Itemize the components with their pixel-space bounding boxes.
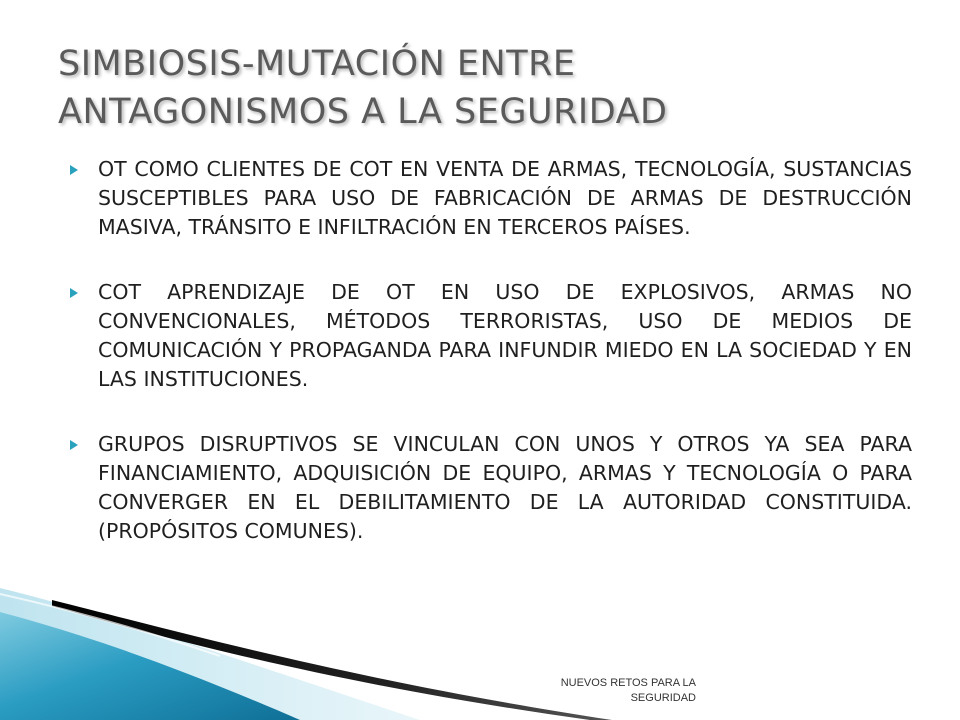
bullet-list [70,155,912,582]
bullet-text: OT COMO CLIENTES DE COT EN VENTA DE ARMAS, TECNOLOGÍA, SUSTANCIAS SUSCEPTIBLES PARA USO DE FABRICACIÓN DE ARMAS DE DESTRUCCIÓN MASIVA, TRÁNSITO E INFILTRACIÓN EN TERCEROS PAÍSES. [98,157,912,239]
bullet-text: COT APRENDIZAJE DE OT EN USO DE EXPLOSIVOS, ARMAS NO CONVENCIONALES, MÉTODOS TERRORISTAS, USO DE MEDIOS DE COMUNICACIÓN Y PROPAGANDA PARA INFUNDIR MIEDO EN LA SOCIEDAD Y EN LAS INSTITUCIONES. [98,280,912,391]
bullet-item [70,430,912,546]
arrow-right-icon [70,440,78,450]
arrow-right-icon [70,288,78,298]
slide-title-line-1: SIMBIOSIS-MUTACIÓN ENTRE [58,44,576,84]
bullet-item [70,155,912,242]
arrow-right-icon [70,165,78,175]
footer-label [520,676,696,706]
footer-line-2: SEGURIDAD [630,692,696,704]
slide-title [58,40,918,136]
bullet-item [70,278,912,394]
bullet-text: GRUPOS DISRUPTIVOS SE VINCULAN CON UNOS Y OTROS YA SEA PARA FINANCIAMIENTO, ADQUISICIÓN DE EQUIPO, ARMAS Y TECNOLOGÍA O PARA CONVERGER EN EL DEBILITAMIENTO DE LA AUTORIDAD CONSTITUIDA. (PROPÓSITOS COMUNES). [98,432,912,543]
slide-title-line-2: ANTAGONISMOS A LA SEGURIDAD [58,92,668,132]
footer-line-1: NUEVOS RETOS PARA LA [560,677,696,689]
